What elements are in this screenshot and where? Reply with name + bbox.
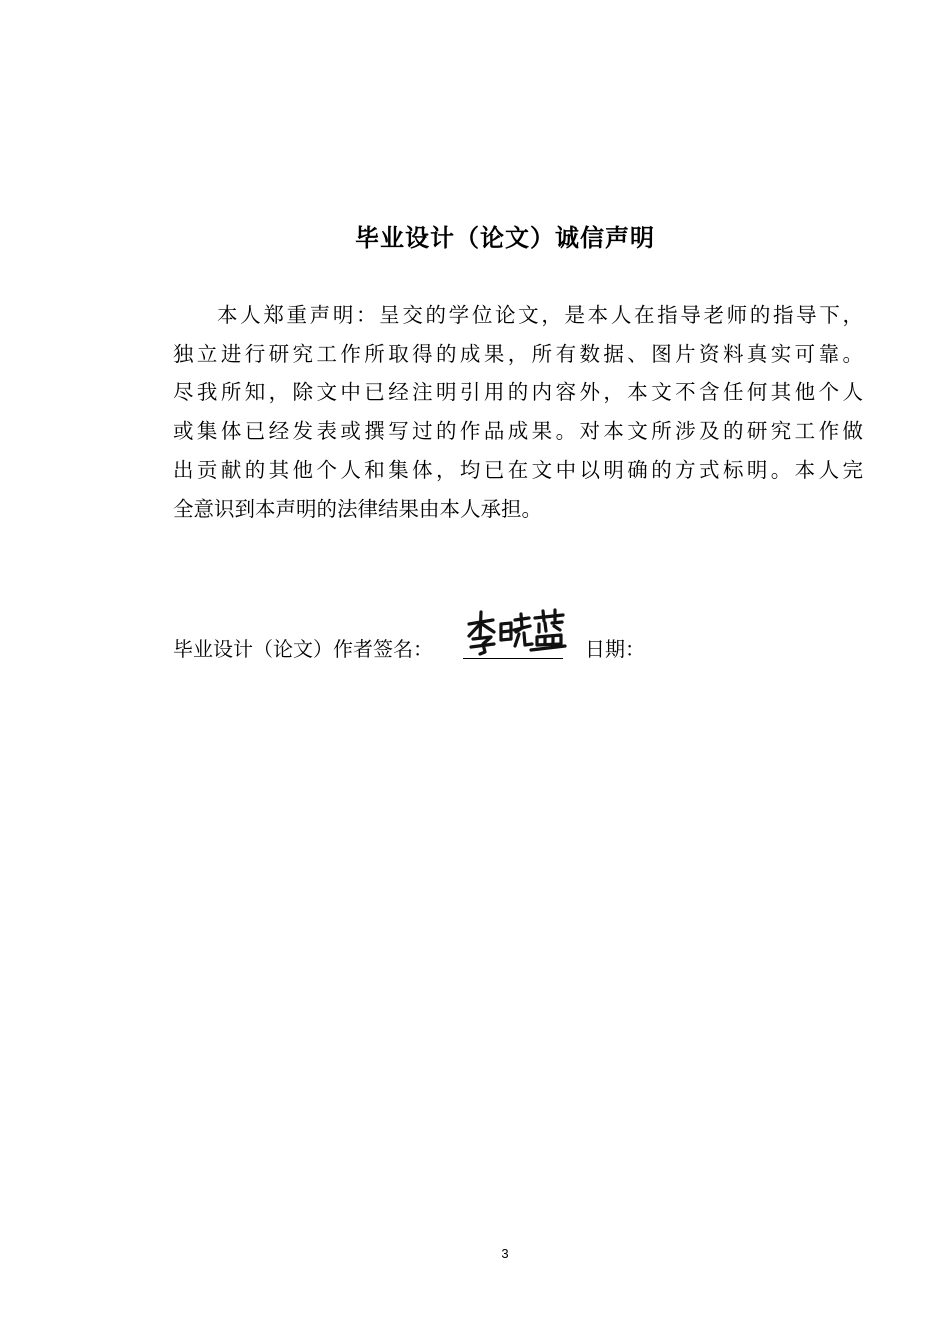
paragraph-line: 出贡献的其他个人和集体，均已在文中以明确的方式标明。本人完 — [173, 457, 863, 482]
date-label: 日期： — [585, 637, 645, 661]
paragraph-line: 或集体已经发表或撰写过的作品成果。对本文所涉及的研究工作做 — [173, 419, 863, 444]
handwritten-signature — [463, 608, 567, 656]
page-number: 3 — [501, 1246, 509, 1261]
paragraph-line: 独立进行研究工作所取得的成果，所有数据、图片资料真实可靠。 — [173, 341, 863, 366]
signature-underline — [463, 657, 563, 659]
signature-label: 毕业设计（论文）作者签名： — [173, 637, 433, 661]
declaration-paragraph — [173, 296, 863, 528]
paragraph-line: 全意识到本声明的法律结果由本人承担。 — [173, 496, 542, 521]
paragraph-line: 本人郑重声明：呈交的学位论文，是本人在指导老师的指导下， — [217, 303, 863, 327]
paragraph-line: 尽我所知，除文中已经注明引用的内容外，本文不含任何其他个人 — [173, 380, 863, 405]
page-title: 毕业设计（论文）诚信声明 — [355, 224, 655, 252]
